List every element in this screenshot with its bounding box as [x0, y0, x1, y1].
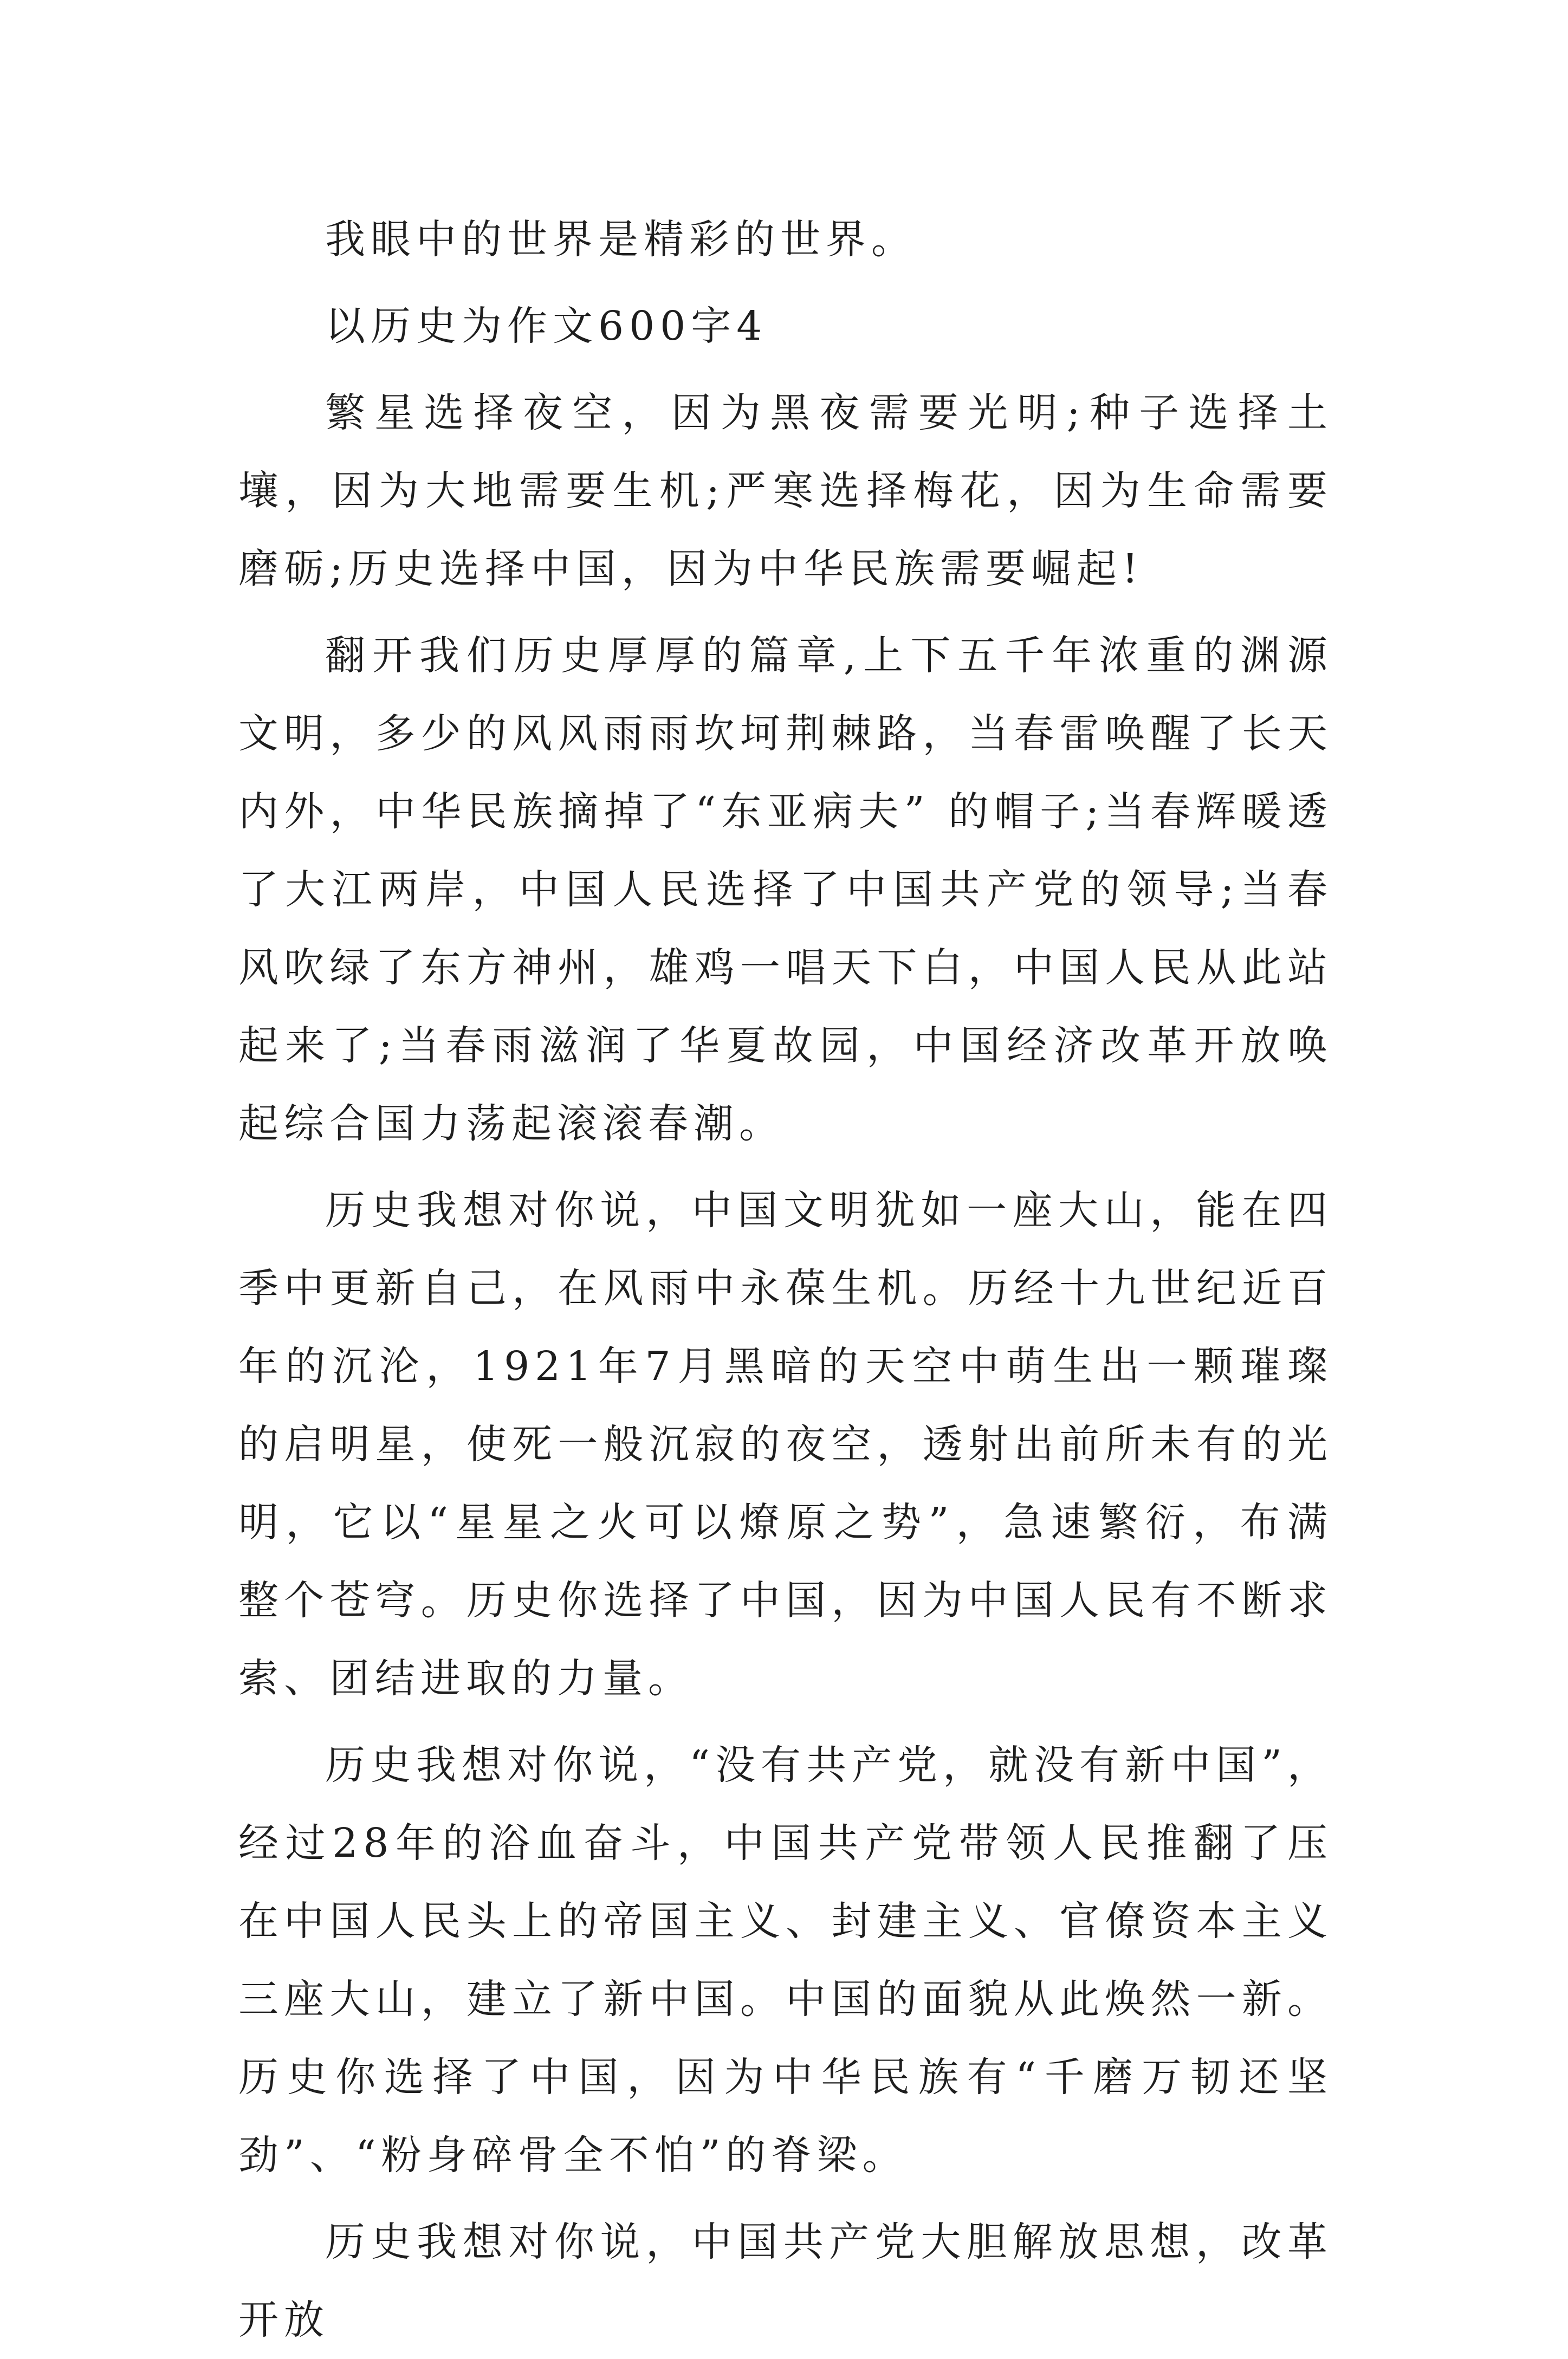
paragraph-gap: [238, 1718, 1333, 1726]
paragraph-closing-line: 我眼中的世界是精彩的世界。: [325, 216, 917, 263]
paragraph-5: 历史我想对你说，中国共产党大胆解放思想，改革开放: [238, 2219, 1333, 2343]
essay-heading: 以历史为作文600字4: [325, 303, 768, 349]
paragraph-gap: [238, 365, 1333, 374]
paragraph-gap: [238, 1163, 1333, 1171]
paragraph-2: 翻开我们历史厚厚的篇章,上下五千年浓重的渊源文明，多少的风风雨雨坎坷荆棘路，当春雷唤醒了长天内外，中华民族摘掉了“东亚病夫” 的帽子;当春辉暖透了大江两岸，中国人民选择了中国共产党的领导;当春风吹绿了东方神州，雄鸡一唱天下白，中国人民从此站起来了;当春雨滋润了华夏故园，中国经济改革开放唤起综合国力荡起滚滚春潮。: [238, 632, 1333, 1147]
paragraph-gap: [238, 608, 1333, 617]
document-body: [238, 200, 1333, 2359]
paragraph-gap: [238, 278, 1333, 287]
paragraph-4: 历史我想对你说，“没有共产党，就没有新中国”，经过28年的浴血奋斗，中国共产党带领人民推翻了压在中国人民头上的帝国主义、封建主义、官僚资本主义三座大山，建立了新中国。中国的面貌从此焕然一新。历史你选择了中国，因为中华民族有“千磨万韧还坚劲”、“粉身碎骨全不怕”的脊梁。: [238, 1742, 1333, 2179]
paragraph-gap: [238, 2194, 1333, 2203]
paragraph-3: 历史我想对你说，中国文明犹如一座大山，能在四季中更新自己，在风雨中永葆生机。历经十九世纪近百年的沉沦，1921年7月黑暗的天空中萌生出一颗璀璨的启明星，使死一般沉寂的夜空，透射出前所未有的光明，它以“星星之火可以燎原之势”，急速繁衍，布满整个苍穹。历史你选择了中国，因为中国人民有不断求索、团结进取的力量。: [238, 1187, 1333, 1702]
paragraph-1: 繁星选择夜空，因为黑夜需要光明;种子选择土壤，因为大地需要生机;严寒选择梅花，因为生命需要磨砺;历史选择中国，因为中华民族需要崛起!: [238, 390, 1333, 592]
